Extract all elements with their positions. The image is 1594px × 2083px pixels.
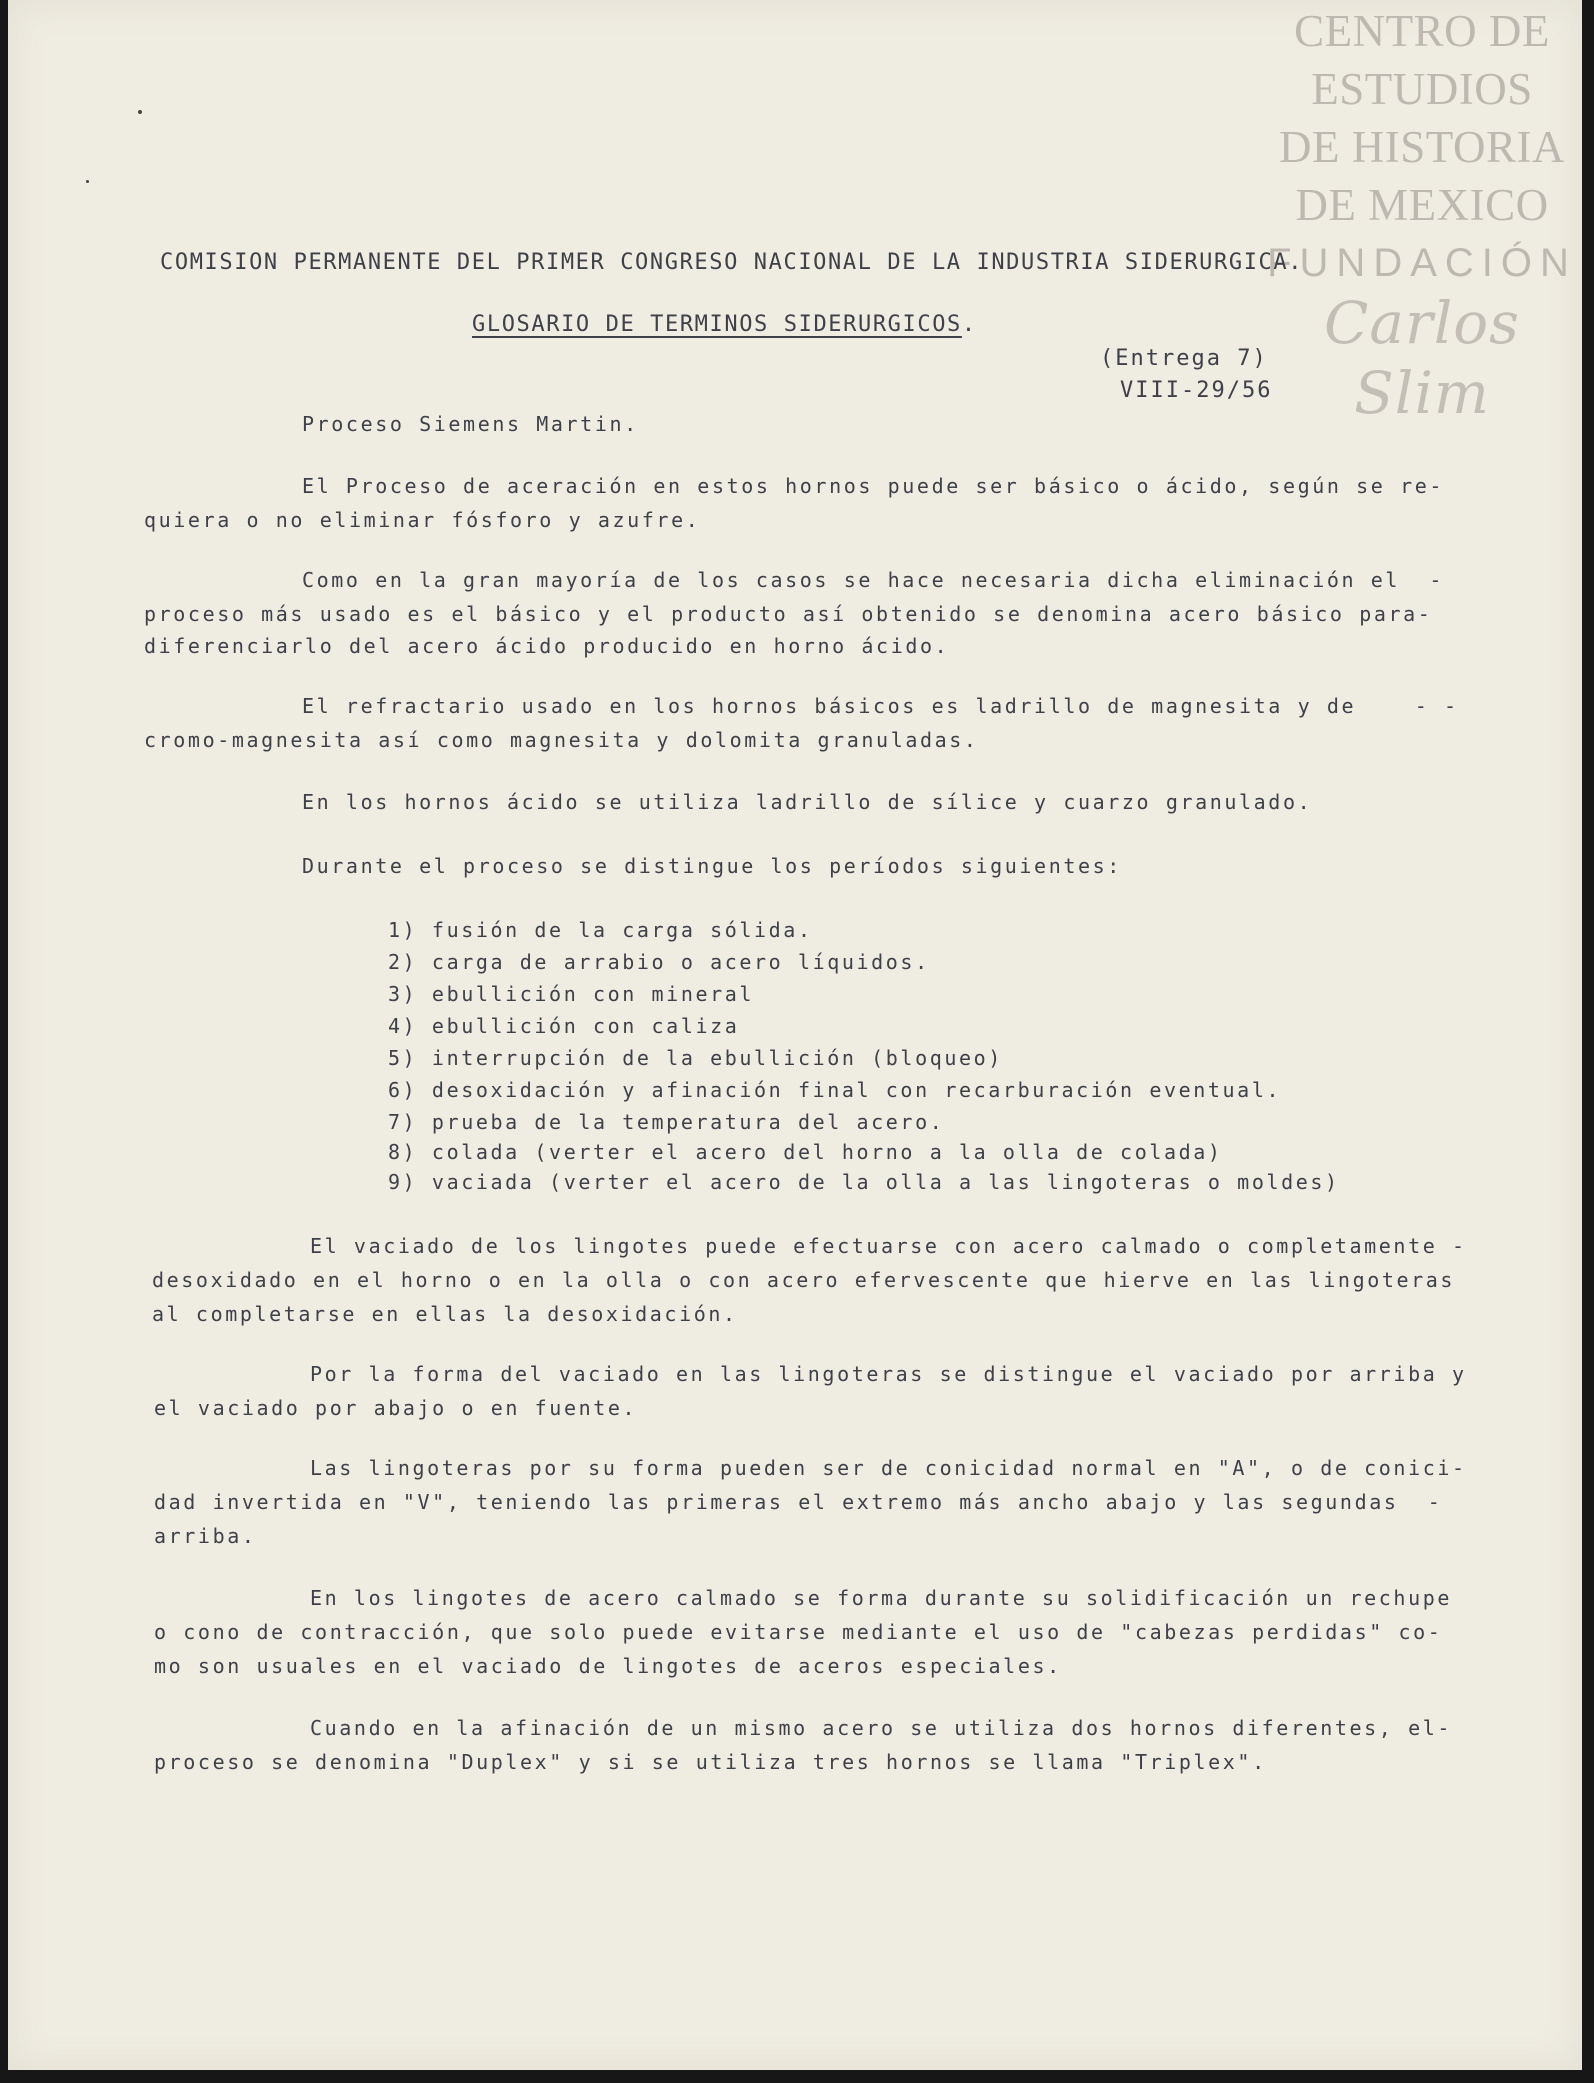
list-item: 5) interrupción de la ebullición (bloqueo) [388, 1046, 1003, 1070]
document-title-wrap [472, 312, 977, 337]
watermark-foundation: FUNDACIÓN [1267, 241, 1577, 285]
paragraph-line: diferenciarlo del acero ácido producido en horno ácido. [144, 634, 950, 658]
paragraph-line: El vaciado de los lingotes puede efectuarse con acero calmado o completamente - [310, 1234, 1467, 1258]
watermark-signature: Carlos Slim [1324, 289, 1520, 427]
watermark-line: CENTRO DE [1294, 6, 1550, 56]
list-item: 6) desoxidación y afinación final con recarburación eventual. [388, 1078, 1282, 1102]
paragraph-line: proceso se denomina "Duplex" y si se utiliza tres hornos se llama "Triplex". [154, 1750, 1267, 1774]
paragraph-line: desoxidado en el horno o en la olla o con acero efervescente que hierve en las lingoteras [152, 1268, 1456, 1292]
paragraph-line: dad invertida en "V", teniendo las primeras el extremo más ancho abajo y las segundas - [154, 1490, 1443, 1514]
paragraph-line: Por la forma del vaciado en las lingoteras se distingue el vaciado por arriba y [310, 1362, 1467, 1386]
document-header: COMISION PERMANENTE DEL PRIMER CONGRESO NACIONAL DE LA INDUSTRIA SIDERURGICA. [160, 250, 1304, 275]
paper-speck [86, 180, 89, 183]
paper-speck [138, 110, 142, 114]
list-item: 2) carga de arrabio o acero líquidos. [388, 950, 930, 974]
paragraph-line: proceso más usado es el básico y el producto así obtenido se denomina acero básico para- [144, 602, 1433, 626]
entrega-reference: (Entrega 7) [1100, 346, 1268, 371]
document-page [8, 0, 1582, 2070]
paragraph-line: El refractario usado en los hornos básicos es ladrillo de magnesita y de - - [302, 694, 1459, 718]
document-title: GLOSARIO DE TERMINOS SIDERURGICOS [472, 312, 962, 337]
document-date: VIII-29/56 [1120, 378, 1273, 403]
paragraph-line: o cono de contracción, que solo puede evitarse mediante el uso de "cabezas perdidas" co- [154, 1620, 1443, 1644]
paragraph-line: Como en la gran mayoría de los casos se hace necesaria dicha eliminación el - [302, 568, 1444, 592]
paragraph-line: cromo-magnesita así como magnesita y dolomita granuladas. [144, 728, 979, 752]
title-period: . [961, 312, 978, 337]
section-title: Proceso Siemens Martin. [302, 412, 639, 436]
paragraph-line: El Proceso de aceración en estos hornos puede ser básico o ácido, según se re- [302, 474, 1444, 498]
list-item: 9) vaciada (verter el acero de la olla a las lingoteras o moldes) [388, 1170, 1340, 1194]
watermark-line: ESTUDIOS [1311, 64, 1533, 114]
paragraph-line: mo son usuales en el vaciado de lingotes de aceros especiales. [154, 1654, 1062, 1678]
paragraph-line: Durante el proceso se distingue los períodos siguientes: [302, 854, 1122, 878]
list-item: 8) colada (verter el acero del horno a la olla de colada) [388, 1140, 1223, 1164]
paragraph-line: quiera o no eliminar fósforo y azufre. [144, 508, 701, 532]
list-item: 4) ebullición con caliza [388, 1014, 740, 1038]
watermark-line: DE HISTORIA [1279, 122, 1565, 172]
paragraph-line: En los hornos ácido se utiliza ladrillo de sílice y cuarzo granulado. [302, 790, 1313, 814]
list-item: 7) prueba de la temperatura del acero. [388, 1110, 945, 1134]
list-item: 3) ebullición con mineral [388, 982, 755, 1006]
paragraph-line: Las lingoteras por su forma pueden ser de conicidad normal en "A", o de conici- [310, 1456, 1467, 1480]
archive-watermark [1262, 2, 1582, 428]
paragraph-line: En los lingotes de acero calmado se forma durante su solidificación un rechupe [310, 1586, 1452, 1610]
list-item: 1) fusión de la carga sólida. [388, 918, 813, 942]
paragraph-line: al completarse en ellas la desoxidación. [152, 1302, 738, 1326]
watermark-line: DE MEXICO [1295, 180, 1549, 230]
paragraph-line: el vaciado por abajo o en fuente. [154, 1396, 638, 1420]
paragraph-line: Cuando en la afinación de un mismo acero se utiliza dos hornos diferentes, el- [310, 1716, 1452, 1740]
paragraph-line: arriba. [154, 1524, 257, 1548]
